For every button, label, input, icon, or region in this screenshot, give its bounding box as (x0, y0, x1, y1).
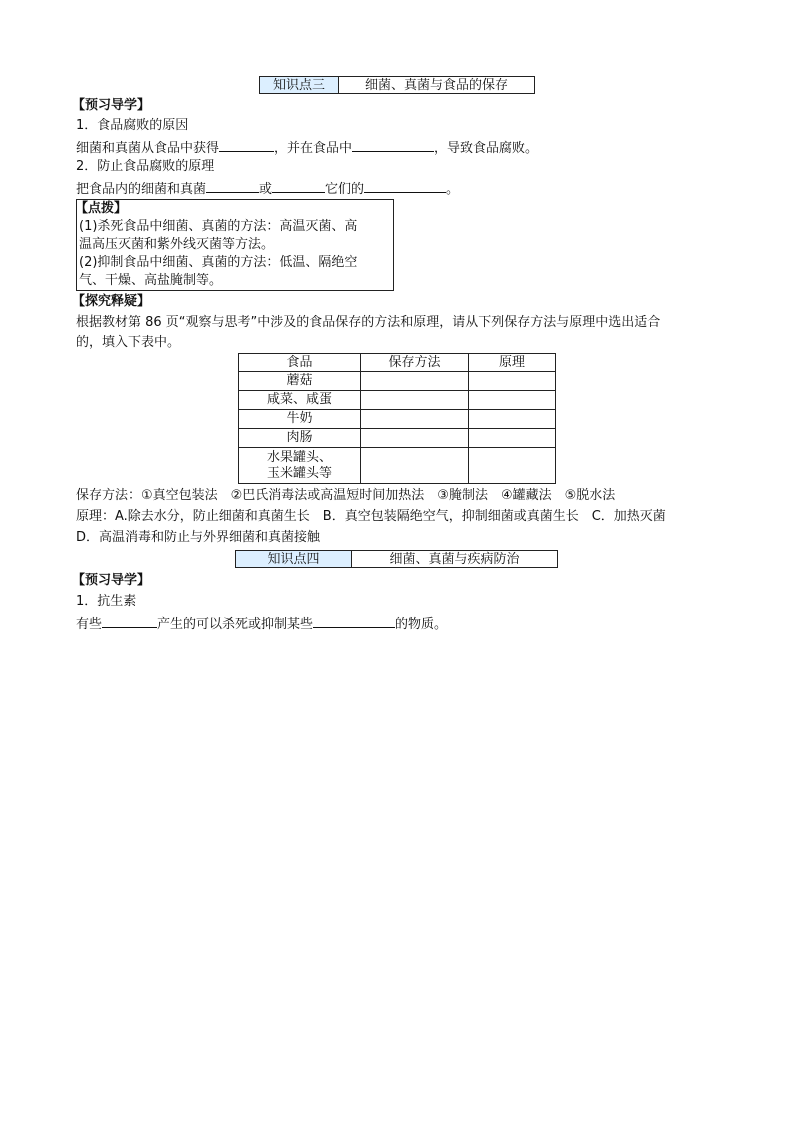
q2-blank-1[interactable] (206, 178, 259, 193)
method-cell[interactable] (361, 391, 469, 410)
q1-blank-2[interactable] (352, 137, 434, 152)
knowledge-point-3-title: 细菌、真菌与食品的保存 (364, 78, 508, 93)
principle-cell[interactable] (469, 410, 556, 429)
tip-line-1: (1)杀死食品中细菌、真菌的方法：高温灭菌、高 (79, 219, 358, 234)
method-cell[interactable] (361, 448, 469, 484)
tip-line-3: (2)抑制食品中细菌、真菌的方法：低温、隔绝空 (79, 255, 358, 270)
antibiotic-title: 1．抗生素 (76, 594, 137, 609)
preview-heading-2: 【预习导学】 (72, 573, 151, 588)
principles-line-1: 原理：A.除去水分，防止细菌和真菌生长 B．真空包装隔绝空气，抑制细菌或真菌生长 C．加热灭菌 (76, 509, 666, 524)
food-cell-line-1: 水果罐头、 (266, 449, 332, 465)
q1-text-b: ，并在食品中 (274, 141, 353, 156)
preservation-table (238, 353, 556, 484)
preview-heading-1: 【预习导学】 (72, 98, 151, 113)
q2-text-c: 它们的 (325, 182, 365, 197)
antibiotic-text-a: 有些 (76, 617, 103, 632)
q1-text-a: 细菌和真菌从食品中获得 (76, 141, 220, 156)
table-row (239, 429, 556, 448)
q2-blank-2[interactable] (272, 178, 325, 193)
explore-line-1: 根据教材第 86 页“观察与思考”中涉及的食品保存的方法和原理，请从下列保存方法与原理中选出适合 (76, 315, 661, 330)
method-cell[interactable] (361, 429, 469, 448)
antibiotic-text-c: 的物质。 (395, 617, 448, 632)
knowledge-point-3-header (259, 76, 535, 94)
question-2-title: 2．防止食品腐败的原理 (76, 159, 215, 174)
q2-text-a: 把食品内的细菌和真菌 (76, 182, 207, 197)
method-cell[interactable] (361, 372, 469, 391)
principle-cell[interactable] (469, 391, 556, 410)
food-cell: 牛奶 (239, 410, 361, 429)
explore-line-2: 的，填入下表中。 (76, 335, 181, 350)
question-1-line (76, 137, 538, 158)
q2-text-d: 。 (446, 182, 460, 197)
method-cell[interactable] (361, 410, 469, 429)
antibiotic-blank-1[interactable] (102, 613, 157, 628)
knowledge-point-4-label: 知识点四 (236, 551, 352, 567)
header-principle: 原理 (469, 354, 556, 372)
table-row (239, 372, 556, 391)
antibiotic-line (76, 613, 447, 634)
principle-cell[interactable] (469, 448, 556, 484)
principle-cell[interactable] (469, 372, 556, 391)
explore-heading: 【探究释疑】 (72, 294, 151, 309)
q2-text-b: 或 (259, 182, 273, 197)
question-2-line (76, 178, 459, 199)
table-row (239, 391, 556, 410)
question-1-title: 1．食品腐败的原因 (76, 118, 189, 133)
table-row (239, 410, 556, 429)
food-cell-line-2: 玉米罐头等 (266, 465, 332, 481)
q1-text-c: ，导致食品腐败。 (434, 141, 539, 156)
tip-box (76, 199, 394, 291)
q2-blank-3[interactable] (364, 178, 446, 193)
antibiotic-text-b: 产生的可以杀死或抑制某些 (157, 617, 314, 632)
knowledge-point-4-header (235, 550, 558, 568)
knowledge-point-3-label: 知识点三 (260, 77, 339, 93)
antibiotic-blank-2[interactable] (313, 613, 395, 628)
tip-line-4: 气、干燥、高盐腌制等。 (79, 273, 223, 288)
principle-cell[interactable] (469, 429, 556, 448)
food-cell: 蘑菇 (239, 372, 361, 391)
methods-line: 保存方法：①真空包装法 ②巴氏消毒法或高温短时间加热法 ③腌制法 ④罐藏法 ⑤脱水法 (76, 488, 616, 503)
header-food: 食品 (239, 354, 361, 372)
table-header-row (239, 354, 556, 372)
principles-line-2: D．高温消毒和防止与外界细菌和真菌接触 (76, 530, 321, 545)
table-row (239, 448, 556, 484)
food-cell: 肉肠 (239, 429, 361, 448)
tip-line-2: 温高压灭菌和紫外线灭菌等方法。 (79, 237, 275, 252)
food-cell (239, 448, 361, 484)
tip-heading: 【点拨】 (75, 201, 128, 216)
knowledge-point-4-title: 细菌、真菌与疾病防治 (389, 552, 520, 567)
header-method: 保存方法 (361, 354, 469, 372)
food-cell: 咸菜、咸蛋 (239, 391, 361, 410)
q1-blank-1[interactable] (219, 137, 274, 152)
